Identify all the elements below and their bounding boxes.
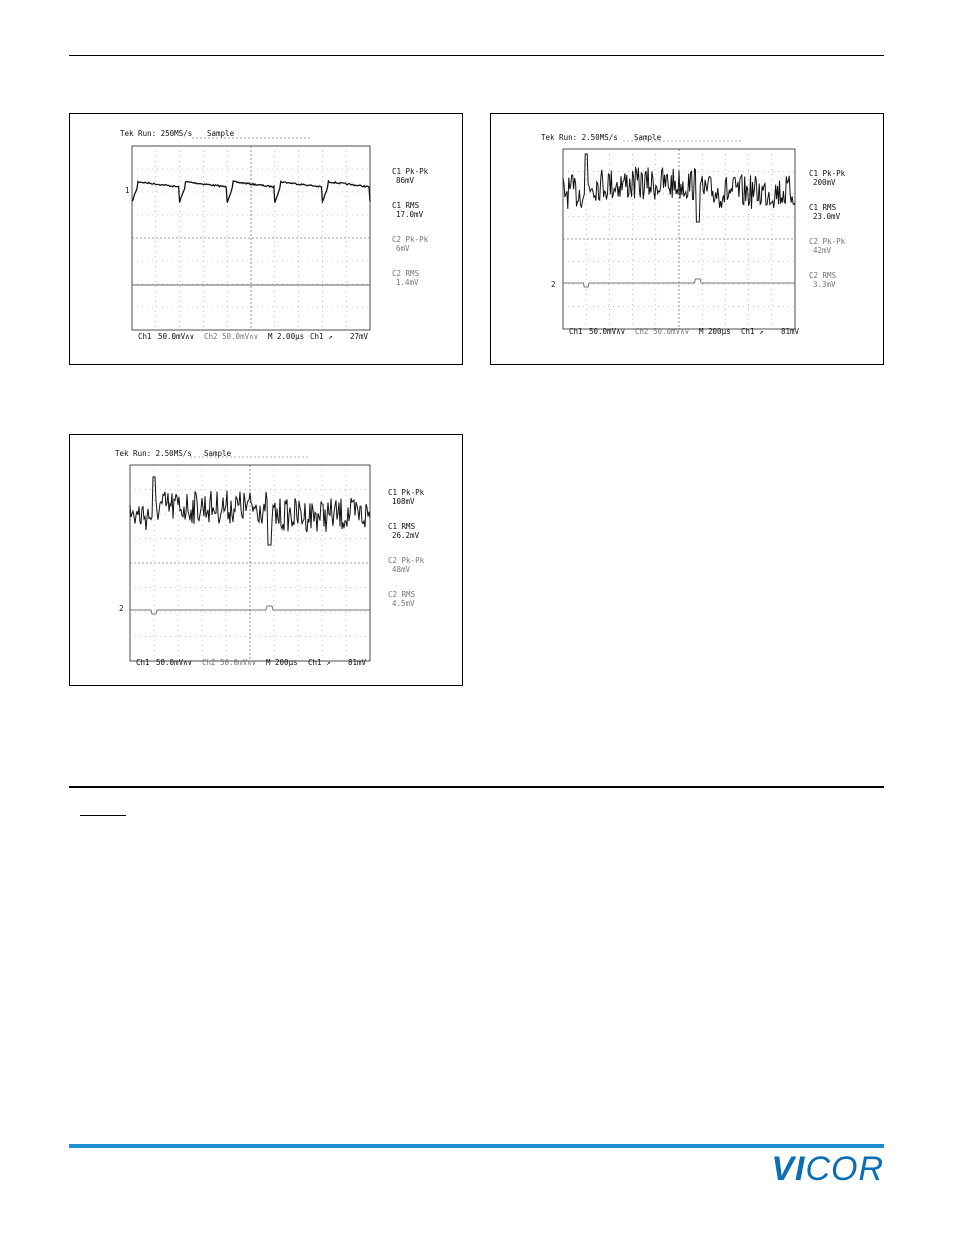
readout-label: C2 Pk-Pk	[392, 235, 429, 244]
scope-footer	[138, 332, 369, 341]
readout-label: C2 RMS	[388, 590, 416, 599]
readout-value: 23.0mV	[813, 212, 841, 221]
readout-label: C1 RMS	[388, 522, 416, 531]
graticule	[563, 141, 795, 329]
graticule	[132, 138, 370, 330]
scope-mode: Sample	[204, 449, 232, 458]
top-rule	[69, 55, 884, 56]
readouts	[809, 169, 846, 289]
footer-item: M 200µs	[699, 327, 731, 336]
scope-mode: Sample	[207, 129, 235, 138]
readout-value: 108mV	[392, 497, 415, 506]
readout-label: C2 Pk-Pk	[388, 556, 425, 565]
vicor-logo: VICOR	[771, 1150, 884, 1188]
ch2-marker: 2	[119, 604, 124, 613]
footer-item: 50.0mV∧∨	[158, 332, 195, 341]
readout-value: 26.2mV	[392, 531, 420, 540]
readout-value: 1.4mV	[396, 278, 419, 287]
scope-2	[491, 114, 885, 366]
footer-item: M 2.00µs	[268, 332, 305, 341]
readout-value: 4.5mV	[392, 599, 415, 608]
readout-label: C2 Pk-Pk	[809, 237, 846, 246]
readout-value: 17.0mV	[396, 210, 424, 219]
readouts	[388, 488, 425, 608]
footer-item: M 200µs	[266, 658, 298, 667]
footer-item: 27mV	[350, 332, 369, 341]
footer-item: 50.0mV∧∨	[589, 327, 626, 336]
readout-label: C1 Pk-Pk	[809, 169, 846, 178]
footer-item: Ch1	[138, 332, 152, 341]
footer-item: 50.0mV∧∨	[220, 658, 257, 667]
footer-item: 81mV	[781, 327, 800, 336]
ch2-trace	[130, 606, 370, 614]
footer-item: Ch2	[204, 332, 218, 341]
readout-label: C2 RMS	[809, 271, 837, 280]
readout-value: 86mV	[396, 176, 415, 185]
underline-stub	[80, 815, 126, 816]
ch2-marker: 2	[551, 280, 556, 289]
graticule	[130, 457, 370, 661]
scope-panel-3	[69, 434, 463, 686]
scope-footer	[136, 658, 367, 667]
readout-label: C1 Pk-Pk	[392, 167, 429, 176]
footer-bar	[69, 1144, 884, 1148]
footer-item: 50.0mV∧∨	[156, 658, 193, 667]
readout-value: 200mV	[813, 178, 836, 187]
scope-footer	[569, 327, 800, 336]
footer-item: Ch1 ↗	[310, 332, 333, 341]
scope-header: Tek Run: 250MS/s	[120, 129, 193, 138]
footer-item: Ch1 ↗	[741, 327, 764, 336]
section-rule	[69, 786, 884, 788]
scope-header: Tek Run: 2.50MS/s	[115, 449, 192, 458]
readout-value: 3.3mV	[813, 280, 836, 289]
footer-item: 81mV	[348, 658, 367, 667]
scope-1	[70, 114, 464, 366]
scope-panel-1	[69, 113, 463, 365]
scope-3	[70, 435, 464, 687]
readout-label: C2 RMS	[392, 269, 420, 278]
readout-label: C1 RMS	[392, 201, 420, 210]
readout-label: C1 RMS	[809, 203, 837, 212]
footer-item: Ch1	[136, 658, 150, 667]
footer-item: Ch1 ↗	[308, 658, 331, 667]
readout-value: 6mV	[396, 244, 410, 253]
footer-item: Ch2	[635, 327, 649, 336]
ch1-trace	[563, 154, 795, 222]
readout-value: 48mV	[392, 565, 411, 574]
ch1-marker: 1	[125, 186, 130, 195]
footer-item: 50.0mV∧∨	[653, 327, 690, 336]
footer-item: Ch2	[202, 658, 216, 667]
readout-label: C1 Pk-Pk	[388, 488, 425, 497]
scope-panel-2	[490, 113, 884, 365]
scope-header: Tek Run: 2.50MS/s	[541, 133, 618, 142]
readout-value: 42mV	[813, 246, 832, 255]
footer-item: 50.0mV∧∨	[222, 332, 259, 341]
readouts	[392, 167, 429, 287]
footer-item: Ch1	[569, 327, 583, 336]
scope-mode: Sample	[634, 133, 662, 142]
